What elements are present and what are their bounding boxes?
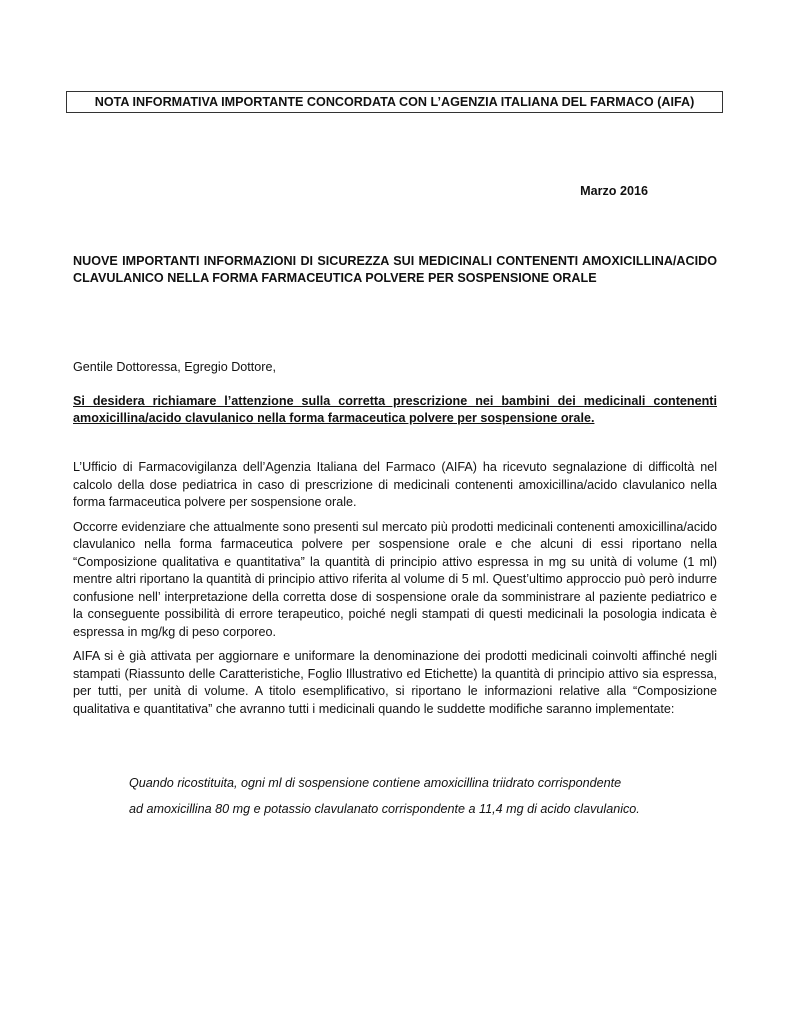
document-date: Marzo 2016 <box>580 184 648 198</box>
salutation: Gentile Dottoressa, Egregio Dottore, <box>73 360 277 374</box>
body-text <box>73 459 717 725</box>
body-paragraph: L’Ufficio di Farmacovigilanza dell’Agenzia Italiana del Farmaco (AIFA) ha ricevuto segnalazione di difficoltà nel calcolo della dose pediatrica in caso di prescrizione di medicinali contenenti amoxicillina/acido clavulanico nella forma farmaceutica polvere per sospensione orale. <box>73 460 717 509</box>
header-box <box>66 91 723 113</box>
document-title: NUOVE IMPORTANTI INFORMAZIONI DI SICUREZZA SUI MEDICINALI CONTENENTI AMOXICILLINA/ACIDO CLAVULANICO NELLA FORMA FARMACEUTICA POLVERE PER SOSPENSIONE ORALE <box>73 254 717 285</box>
quote-line: ad amoxicillina 80 mg e potassio clavulanato corrispondente a 11,4 mg di acido clavulanico. <box>129 802 640 816</box>
quote-line: Quando ricostituita, ogni ml di sospensione contiene amoxicillina triidrato corrispondente <box>129 776 622 790</box>
example-quote <box>129 770 689 822</box>
lead-paragraph: Si desidera richiamare l’attenzione sulla corretta prescrizione nei bambini dei medicinali contenenti amoxicillina/acido clavulanico nella forma farmaceutica polvere per sospensione orale. <box>73 394 717 425</box>
body-paragraph: AIFA si è già attivata per aggiornare e uniformare la denominazione dei prodotti medicinali coinvolti affinché negli stampati (Riassunto delle Caratteristiche, Foglio Illustrativo ed Etichette) la quantità di principio attivo sia espressa, per tutti, per unità di volume. A titolo esemplificativo, si riportano le informazioni relative alla “Composizione qualitativa e quantitativa” che avranno tutti i medicinali quando le suddette modifiche saranno implementate: <box>73 649 717 716</box>
header-title: NOTA INFORMATIVA IMPORTANTE CONCORDATA CON L’AGENZIA ITALIANA DEL FARMACO (AIFA) <box>94 95 695 109</box>
body-paragraph: Occorre evidenziare che attualmente sono presenti sul mercato più prodotti medicinali contenenti amoxicillina/acido clavulanico nella forma farmaceutica polvere per sospensione orale e che alcuni di essi riportano nella “Composizione qualitativa e quantitativa” la quantità di principio attivo espressa in mg su unità di volume (1 ml) mentre altri riportano la quantità di principio attivo riferita al volume di 5 ml. Quest’ultimo approccio può però indurre confusione nell’ interpretazione della corretta dose di sospensione orale da somministrare al paziente pediatrico e la conseguente possibilità di errore terapeutico, poiché negli stampati di questi medicinali la posologia indicata è espressa in mg/kg di peso corporeo. <box>73 519 717 639</box>
